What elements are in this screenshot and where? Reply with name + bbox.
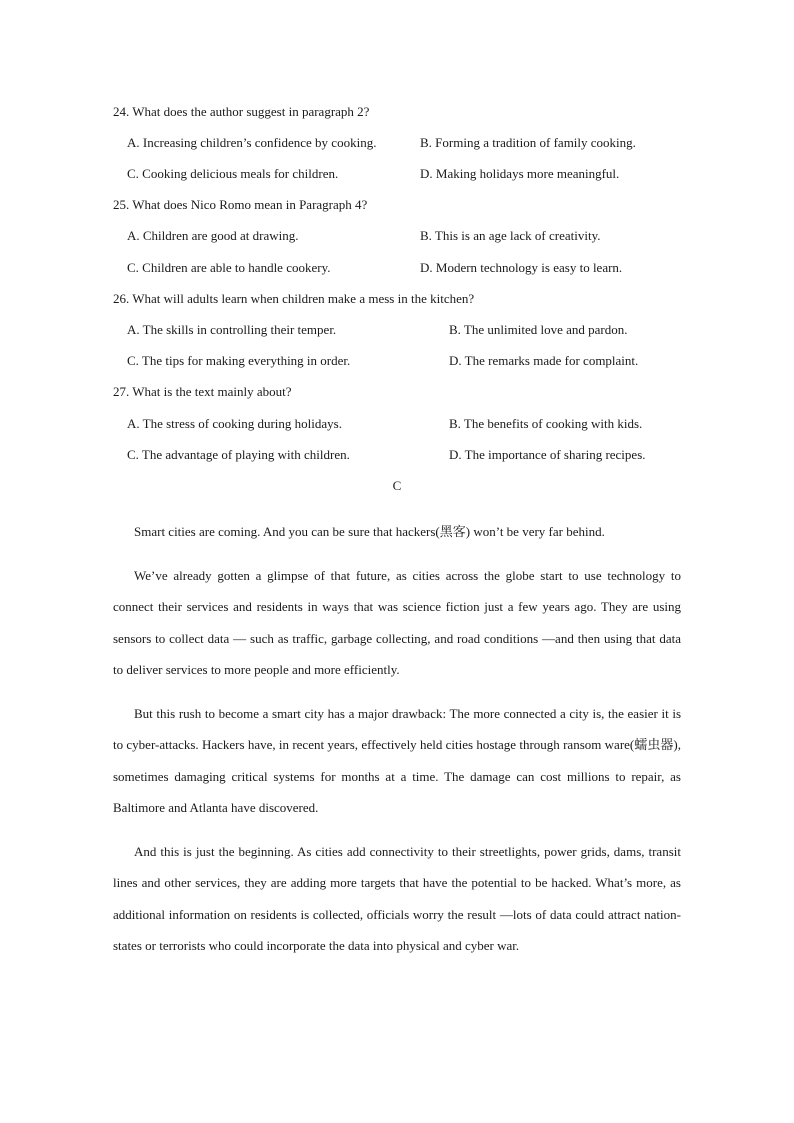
passage-paragraph-1 [113, 516, 681, 547]
passage-paragraph-4-text: And this is just the beginning. As cities add connectivity to their streetlights, power grids, dams, transit lines and other services, they are adding more targets that have the potential to be hacked. What’s more, as additional information on residents is collected, officials worry the result —lots of data could attract nation-states or terrorists who could incorporate the data into physical and cyber war. [113, 844, 681, 953]
question-27-stem: 27. What is the text mainly about? [113, 384, 292, 399]
question-24-stem: 24. What does the author suggest in paragraph 2? [113, 104, 370, 119]
question-24-option-c: C. Cooking delicious meals for children. [127, 166, 339, 181]
question-26-option-c: C. The tips for making everything in order. [127, 353, 351, 368]
question-25-option-c: C. Children are able to handle cookery. [127, 260, 331, 275]
question-24-option-d: D. Making holidays more meaningful. [420, 166, 620, 181]
passage-paragraph-2 [113, 560, 681, 685]
passage-paragraph-3 [113, 698, 681, 823]
passage-paragraph-4 [113, 836, 681, 961]
question-27-option-b: B. The benefits of cooking with kids. [449, 416, 643, 431]
question-26-option-a: A. The skills in controlling their temper. [127, 322, 337, 337]
question-24-option-a: A. Increasing children’s confidence by cooking. [127, 135, 377, 150]
question-26-stem: 26. What will adults learn when children make a mess in the kitchen? [113, 291, 475, 306]
question-24-option-b: B. Forming a tradition of family cooking. [420, 135, 636, 150]
question-27-option-d: D. The importance of sharing recipes. [449, 447, 646, 462]
question-25-option-a: A. Children are good at drawing. [127, 228, 299, 243]
question-25-option-d: D. Modern technology is easy to learn. [420, 260, 623, 275]
passage-paragraph-1-text: Smart cities are coming. And you can be sure that hackers(黑客) won’t be very far behind. [134, 524, 605, 539]
question-26-option-b: B. The unlimited love and pardon. [449, 322, 628, 337]
question-27-option-a: A. The stress of cooking during holidays. [127, 416, 342, 431]
passage-paragraph-3-text: But this rush to become a smart city has a major drawback: The more connected a city is, the easier it is to cyber-attacks. Hackers have, in recent years, effectively held cities hostage through ransom ware(蠕虫器), sometimes damaging critical systems for months at a time. The damage can cost millions to repair, as Baltimore and Atlanta have discovered. [113, 706, 681, 815]
question-25-option-b: B. This is an age lack of creativity. [420, 228, 601, 243]
question-27-option-c: C. The advantage of playing with children. [127, 447, 350, 462]
passage-paragraph-2-text: We’ve already gotten a glimpse of that future, as cities across the globe start to use technology to connect their services and residents in ways that was science fiction just a few years ago. They are using sensors to collect data — such as traffic, garbage collecting, and road conditions —and then using that data to deliver services to more people and more efficiently. [113, 568, 681, 677]
question-26-option-d: D. The remarks made for complaint. [449, 353, 639, 368]
question-25-stem: 25. What does Nico Romo mean in Paragraph 4? [113, 197, 368, 212]
section-label: C [392, 478, 402, 493]
